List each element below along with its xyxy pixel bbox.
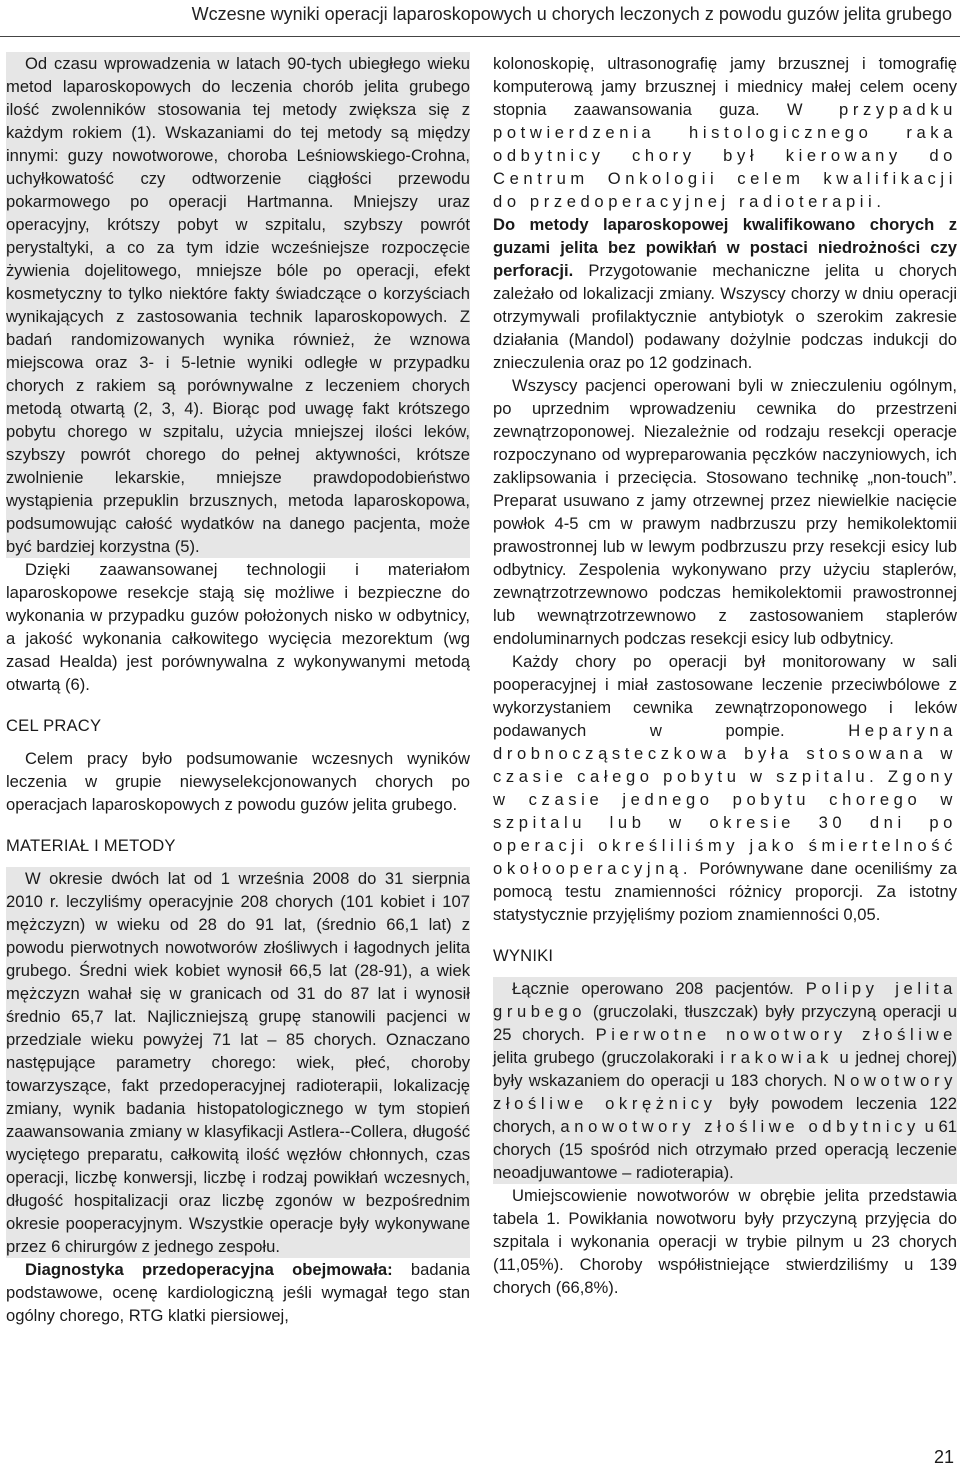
methods-heading: MATERIAŁ I METODY <box>6 836 176 855</box>
results-rectum-text: u 61 chorych (15 spośród nich otrzymało przed operacją leczenie neoadjuwantowe – radioterapia). <box>493 1117 957 1182</box>
results-paragraph-2: Umiejscowienie nowotworów w obrębie jelita przedstawia tabela 1. Powikłania nowotworu były przyczyną przyjęcia do szpitala i wykonania operacji w trybie pilnym u 23 chorych (11,05%). Choroby współistniejące stwierdziliśmy u 139 chorych (66,8%). <box>493 1186 957 1297</box>
right-column <box>493 52 957 1299</box>
diagnostics-paragraph <box>6 1258 470 1327</box>
statistics-text: Porównywane dane oceniliśmy za pomocą testu znamienności różnicy proporcji. Za istotny statystycznie przyjęliśmy poziom znamienności 0,05. <box>493 859 957 924</box>
results-total: Łącznie operowano 208 pacjentów. <box>512 979 806 998</box>
right-paragraph-3: Wszyscy pacjenci operowani byli w znieczuleniu ogólnym, po uprzednim wprowadzeniu cewnika do przestrzeni zewnątrzoponowej. Niezależnie od rodzaju resekcji operacje rozpoczynano od wypreparowania pęczków naczyniowych, ich zaklipsowania i przecięcia. Stosowano technikę „non-touch”. Preparat usuwano z jamy otrzewnej przez niewielkie nacięcie powłok 4-5 cm w prawym nadbrzuszu przy hemikolektomii prawostronnej lub w lewym podbrzuszu przy resekcji esicy lub odbytnicy. Zespolenia wykonywano przy użyciu staplerów, zewnątrzotrzewnowo podczas hemikolektomii prawostronnej lub wewnątrzotrzewnowo z zastosowaniem staplerów endoluminarnych podczas resekcji esicy lub odbytnicy. <box>493 376 957 648</box>
intro-paragraph-2: Dzięki zaawansowanej technologii i materiałom laparoskopowe resekcje stają się możliwe i bezpieczne do wykonania w przypadku guzów położonych nisko w odbytnicy, a jakość wykonania całkowitego wycięcia mezorektum (wg zasad Healda) jest porównywalna z wykonywanymi metodą otwartą (6). <box>6 560 470 694</box>
results-primary: Pierwotne nowotwory złośliwe <box>595 1025 958 1044</box>
header-rule <box>0 36 960 37</box>
qualification-text: Do metody laparoskopowej kwalifikowano chorych z guzami jelita bez powikłań w postaci niedrożności czy perforacji. <box>493 215 957 280</box>
results-rectum: nowotwory złośliwe odbytnicy <box>574 1117 920 1136</box>
heparin-text: Heparyna drobnocząsteczkowa była stosowana w czasie całego pobytu w szpitalu. Zgony w czasie jednego pobytu chorego w szpitalu lub w okresie 30 dni po operacji określiliśmy jako śmiertelność okołooperacyjną. <box>493 721 957 878</box>
intro-paragraph-1: Od czasu wprowadzenia w latach 90-tych ubiegłego wieku metod laparoskopowych do leczenia chorób jelita grubego ilość zwolenników stosowania tej metody zwiększa się z każdym rokiem (1). Wskazaniami do tej metody są między innymi: guzy nowotworowe, choroba Leśniowskiego-Crohna, uchyłkowatość czy odtworzenie ciągłości przewodu pokarmowego po operacji Hartmanna. Mniejszy uraz operacyjny, krótszy pobyt w szpitalu, szybszy powrót perystaltyki, a co za tym idzie wcześniejsze rozpoczęcie żywienia dojelitowego, mniejsze bóle po operacji, efekt kosmetyczny to tylko niektóre fakty świadczące o korzyściach wynikających z zastosowania technik laparoskopowych. Z badań randomizowanych wynika również, że wznowa miejscowa oraz 3- i 5-letnie wyniki odległe w przypadku chorych z rakiem są porównywalne z leczeniem chorych metodą otwartą (2, 3, 4). Biorąc pod uwagę fakt krótszego pobytu chorego w szpitalu, użycia mniejszej ilości leków, szybszy powrót chorego do pełnej aktywności, krótsze zwolnienie lekarskie, mniejsze prawdopodobieństwo wystąpienia przepuklin brzusznych, metoda laparoskopowa, podsumowując całość wydatków na danego pacjenta, może być bardziej korzystna (5). <box>6 54 470 556</box>
running-title: Wczesne wyniki operacji laparoskopowych u chorych leczonych z powodu guzów jelita grubego <box>191 4 952 24</box>
right-paragraph-4 <box>493 650 957 926</box>
diagnostics-text: badania podstawowe, ocenę kardiologiczną jeśli wymagał tego stan ogólny chorego, RTG klatki piersiowej, <box>6 1260 470 1325</box>
aim-heading: CEL PRACY <box>6 716 102 735</box>
results-polyps: Polipy jelita grubego <box>493 979 957 1021</box>
results-paragraph-1 <box>493 977 957 1184</box>
imaging-text: kolonoskopię, ultrasonografię jamy brzusznej i tomografię komputerową jamy brzusznej i miednicy małej celem oceny stopnia zaawansowania guza. <box>493 54 957 119</box>
diagnostics-lead: Diagnostyka przedoperacyjna obejmowała: <box>25 1260 393 1279</box>
results-carcinoid: rakowiak <box>730 1048 833 1067</box>
preparation-text: Przygotowanie mechaniczne jelita u chorych zależało od lokalizacji zmiany. Wszyscy chorzy w dniu operacji otrzymywali profilaktycznie antybiotyk o szerokim zakresie działania (Mandol) podawany dożylnie podczas indukcji do znieczulenia oraz po 12 godzinach. <box>493 261 957 372</box>
right-paragraph-1 <box>493 52 957 213</box>
results-colon: Nowotwory złośliwe okrężnicy <box>493 1071 957 1113</box>
monitoring-text: Każdy chory po operacji był monitorowany w sali pooperacyjnej i miał zastosowane leczenie przeciwbólowe z wykorzystaniem cewnika zewnątrzoponowego i leków podawanych w pompie. <box>493 652 957 740</box>
left-column <box>6 52 470 1327</box>
results-polyps-text: (gruczolaki, tłuszczak) były przyczyną operacji u 25 chorych. <box>493 1002 957 1044</box>
methods-paragraph: W okresie dwóch lat od 1 września 2008 do 31 sierpnia 2010 r. leczyliśmy operacyjnie 208 chorych (101 kobiet i 107 mężczyzn) w wieku od 28 do 91 lat, (średnio 66,1 lat) z powodu pierwotnych nowotworów złośliwych i łagodnych jelita grubego. Średni wiek kobiet wynosił 66,5 lat (28-91), a wiek mężczyzn wahał się w granicach od 31 do 87 lat i wynosił średnio 65,7 lat. Najliczniejszą grupę stanowili pacjenci w przedziale wieku powyżej 71 lat – 85 chorych. Oznaczano następujące parametry chorego: wiek, płeć, choroby towarzyszące, fakt przedoperacyjnej radioterapii, lokalizację zmiany, wynik badania histopatologicznego w tym stopień zaawansowania zmiany w klasyfikacji Astlera--Collera, długość wyciętego preparatu, całkowitą ilość węzłów chłonnych, czas operacji, liczbę konwersji, liczbę i rodzaj powikłań wczesnych, długość hospitalizacji oraz liczbę zgonów w bezpośrednim okresie pooperacyjnym. Wszystkie operacje były wykonywane przez 6 chirurgów z jednego zespołu. <box>6 869 470 1256</box>
results-primary-text: jelita grubego (gruczolakoraki i <box>493 1048 731 1067</box>
aim-paragraph: Celem pracy było podsumowanie wczesnych wyników leczenia w grupie niewyselekcjonowanych chorych po operacjach laparoskopowych z powodu guzów jelita grubego. <box>6 749 470 814</box>
page-number: 21 <box>933 1447 954 1467</box>
right-paragraph-2 <box>493 213 957 374</box>
radiotherapy-text: W przypadku potwierdzenia histologicznego raka odbytnicy chory był kierowany do Centrum Onkologii celem kwalifikacji do przedoperacyjnej radioterapii. <box>493 100 957 211</box>
results-colon-text: były powodem leczenia 122 chorych, a <box>493 1094 957 1136</box>
results-carcinoid-text: u jednej chorej) były wskazaniem do operacji u 183 chorych. <box>493 1048 957 1090</box>
results-heading: WYNIKI <box>493 946 554 965</box>
